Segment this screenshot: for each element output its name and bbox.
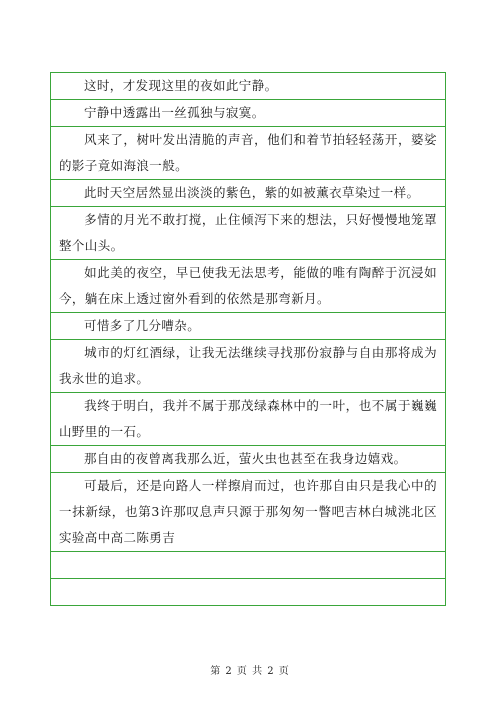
paragraph-row — [51, 312, 445, 339]
paragraph-text: 城市的灯红酒绿，让我无法继续寻找那份寂静与自由那将成为我永世的追求。 — [59, 345, 437, 386]
paragraph-row — [51, 99, 445, 126]
paragraph-text: 风来了，树叶发出清脆的声音，他们和着节拍轻轻荡开，婆娑的影子竟如海浪一般。 — [59, 132, 437, 173]
paragraph-text: 如此美的夜空，早已使我无法思考，能做的唯有陶醉于沉浸如今，躺在床上透过窗外看到的依然是那弯新月。 — [59, 265, 437, 306]
empty-row — [51, 551, 445, 578]
paragraph-text: 这时，才发现这里的夜如此宁静。 — [84, 78, 278, 93]
paragraph-row — [51, 179, 445, 206]
paragraph-row — [51, 126, 445, 179]
paragraph-row — [51, 73, 445, 99]
paragraph-text: 可惜多了几分嘈杂。 — [84, 318, 201, 333]
empty-row — [51, 578, 445, 605]
paragraph-text: 我终于明白，我并不属于那茂绿森林中的一叶，也不属于巍巍山野里的一石。 — [59, 398, 437, 439]
paragraph-text: 此时天空居然显出淡淡的紫色，紫的如被薰衣草染过一样。 — [84, 185, 420, 200]
paragraph-row — [51, 339, 445, 392]
paragraph-text: 宁静中透露出一丝孤独与寂寞。 — [84, 105, 265, 120]
page-number-footer: 第 2 页 共 2 页 — [210, 666, 290, 677]
paragraph-row — [51, 206, 445, 259]
paragraph-text: 可最后，还是向路人一样擦肩而过，也许那自由只是我心中的一抹新绿，也第3许那叹息声只源于那匆匆一瞥吧吉林白城洮北区实验高中高二陈勇吉 — [59, 478, 437, 545]
lined-writing-grid — [50, 72, 446, 606]
paragraph-row — [51, 445, 445, 472]
paragraph-row — [51, 392, 445, 445]
paragraph-row — [51, 259, 445, 312]
paragraph-text: 多情的月光不敢打搅，止住倾泻下来的想法，只好慢慢地笼罩整个山头。 — [59, 212, 437, 253]
paragraph-row — [51, 472, 445, 551]
paragraph-text: 那自由的夜曾离我那么近，萤火虫也甚至在我身边嬉戏。 — [84, 451, 407, 466]
